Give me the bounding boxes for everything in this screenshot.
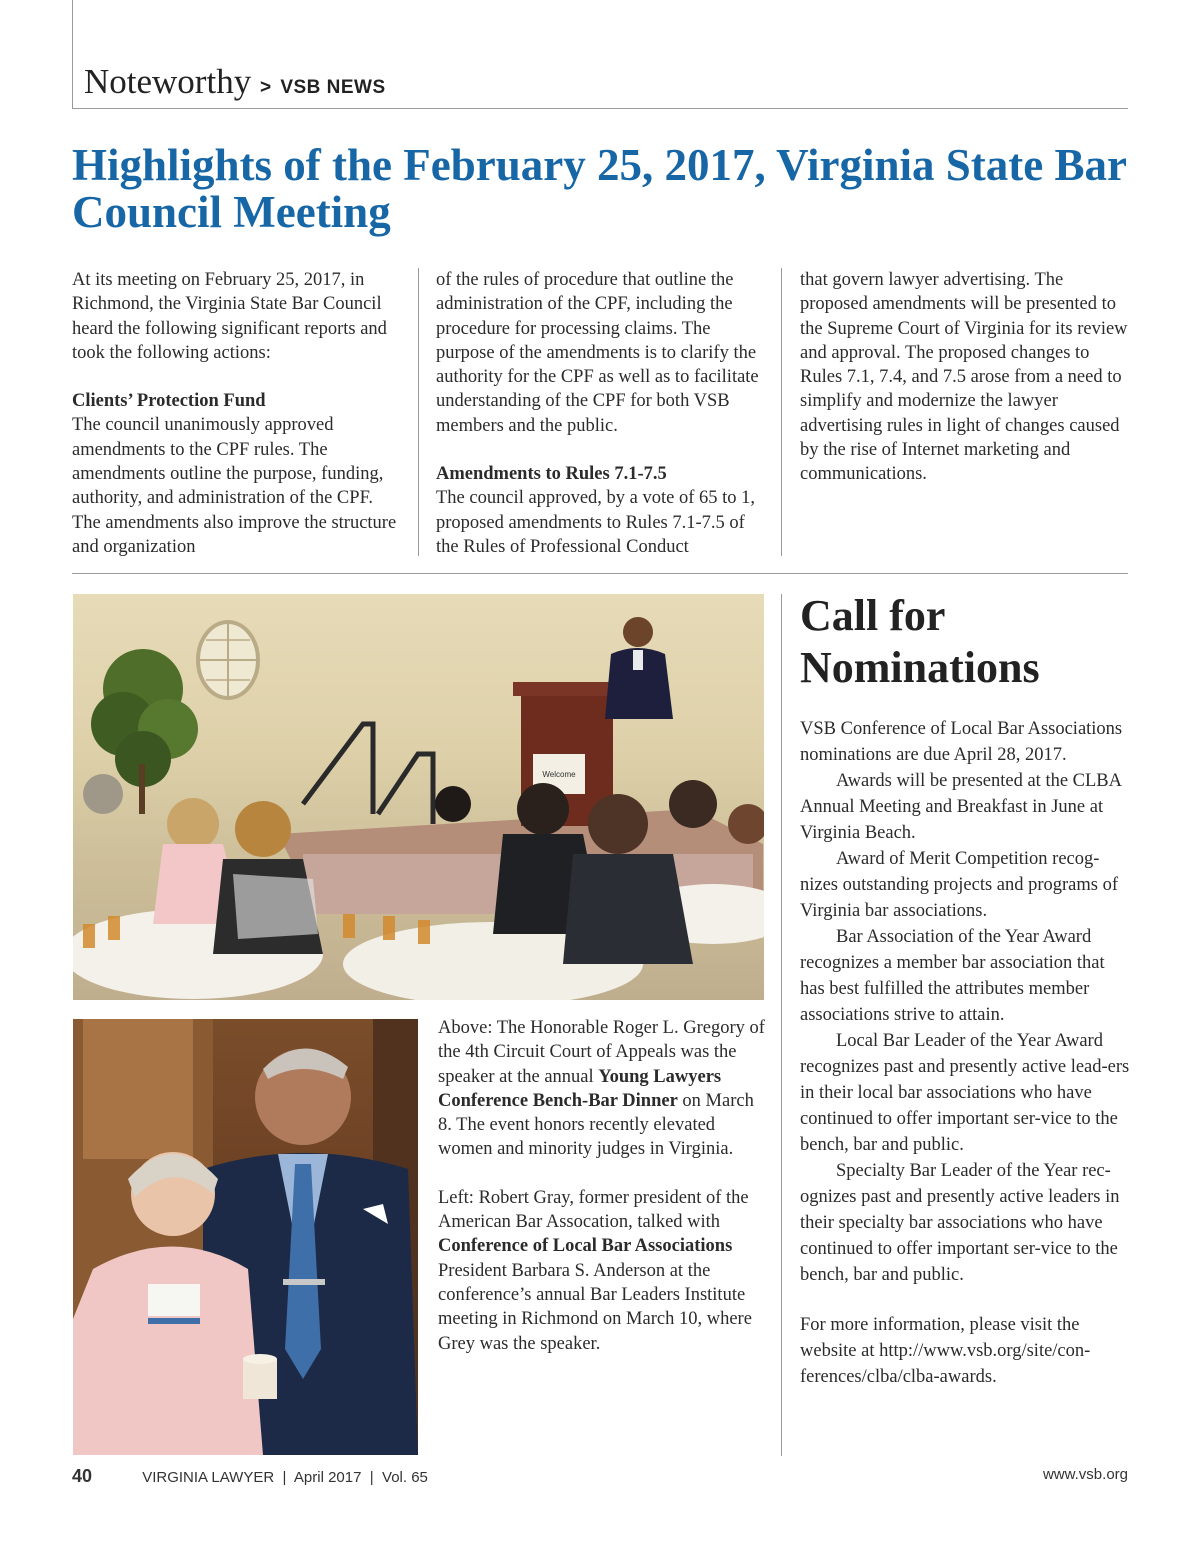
section-rule — [72, 573, 1128, 574]
nominations-paragraph: Awards will be presented at the CLBA Annual Meeting and Breakfast in June at Virginia Beach. — [800, 771, 1121, 843]
article-column-3 — [800, 268, 1130, 487]
nominations-paragraph: VSB Conference of Local Bar Associations nominations are due April 28, 2017. — [800, 719, 1123, 765]
page-number: 40 — [72, 1466, 93, 1486]
cpf-continued-paragraph: of the rules of procedure that outline the administration of the CPF, including the procedure for processing claims. The purpose of the amendments is to clarify the authority for the CPF as well as to facilitate understanding of the CPF for both VSB members and the public. — [436, 270, 759, 436]
nominations-paragraph: Award of Merit Competition recog-nizes outstanding projects and programs of Virginia bar associations. — [800, 849, 1119, 921]
nominations-paragraph: Specialty Bar Leader of the Year rec-ognizes past and presently active leaders in their specialty bar associations who have continued to offer important ser-vice to the bench, bar and public. — [800, 1161, 1120, 1285]
section-separator: > — [259, 77, 272, 98]
header-rule — [72, 108, 1128, 109]
footer-publication-line — [72, 1466, 428, 1487]
article-column-1 — [72, 268, 402, 559]
caption-left-org: Conference of Local Bar Associations — [438, 1236, 733, 1257]
nominations-paragraph: Local Bar Leader of the Year Award recognizes past and presently active lead-ers in their local bar associations who have continued to offer important ser-vice to the bench, bar and public. — [800, 1031, 1130, 1155]
caption-above — [438, 1016, 768, 1162]
photo-bench-bar-dinner — [73, 594, 764, 1000]
rules-continued-paragraph: that govern lawyer advertising. The proposed amendments will be presented to the Supreme Court of Virginia for its review and approval. The proposed changes to Rules 7.1, 7.4, and 7.5 arose from a need to simplify and modernize the lawyer advertising rules in light of changes caused by the rise of Internet marketing and communications. — [800, 270, 1128, 485]
podium-sign-text: Welcome — [542, 770, 576, 779]
photo-captions — [438, 1016, 768, 1356]
section-label — [84, 62, 386, 102]
column-divider-1 — [418, 268, 419, 556]
caption-above-text-end: on March 8. The event honors recently elevated women and minority judges in Virginia. — [438, 1090, 754, 1160]
footer-website: www.vsb.org — [1042, 1466, 1128, 1483]
article-column-2 — [436, 268, 766, 559]
column-divider-2 — [781, 268, 782, 556]
subsection-name: VSB NEWS — [280, 77, 386, 98]
rules-paragraph: The council approved, by a vote of 65 to 1, proposed amendments to Rules 7.1-7.5 of the Rules of Professional Conduct — [436, 488, 756, 557]
subhead-cpf: Clients’ Protection Fund — [72, 391, 266, 412]
nominations-title: Call for Nominations — [800, 591, 1040, 692]
article-headline: Highlights of the February 25, 2017, Virginia State Bar Council Meeting — [72, 140, 1127, 237]
cpf-paragraph: The council unanimously approved amendments to the CPF rules. The amendments outline the purpose, funding, authority, and administration of the CPF. The amendments also improve the structure and organization — [72, 415, 397, 557]
caption-above-text: Above: The Honorable Roger L. Gregory of the 4th Circuit Court of Appeals was the speaker at the annual — [438, 1018, 765, 1087]
caption-left-text-end: President Barbara S. Anderson at the conference’s annual Bar Leaders Institute meeting in Richmond on March 10, where Grey was the speaker. — [438, 1260, 752, 1354]
column-divider-3 — [781, 594, 782, 1456]
photo-bar-leaders-institute — [73, 1019, 418, 1455]
header-vertical-rule — [72, 0, 73, 108]
nominations-paragraph: Bar Association of the Year Award recognizes a member bar association that has best fulfilled the attributes member associations strive to attain. — [800, 927, 1105, 1025]
publication-info: VIRGINIA LAWYER | April 2017 | Vol. 65 — [142, 1469, 428, 1486]
caption-left-text: Left: Robert Gray, former president of the American Bar Assocation, talked with — [438, 1187, 749, 1233]
caption-above-event: Young Lawyers Conference Bench-Bar Dinner — [438, 1066, 722, 1111]
nominations-body — [800, 716, 1130, 1390]
section-name: Noteworthy — [84, 62, 252, 101]
subhead-rules: Amendments to Rules 7.1-7.5 — [436, 464, 667, 485]
caption-left — [438, 1186, 768, 1356]
intro-paragraph: At its meeting on February 25, 2017, in Richmond, the Virginia State Bar Council heard the following significant reports and took the following actions: — [72, 270, 387, 363]
nominations-more-info: For more information, please visit the website at http://www.vsb.org/site/con-ferences/clba/clba-awards. — [800, 1315, 1091, 1387]
